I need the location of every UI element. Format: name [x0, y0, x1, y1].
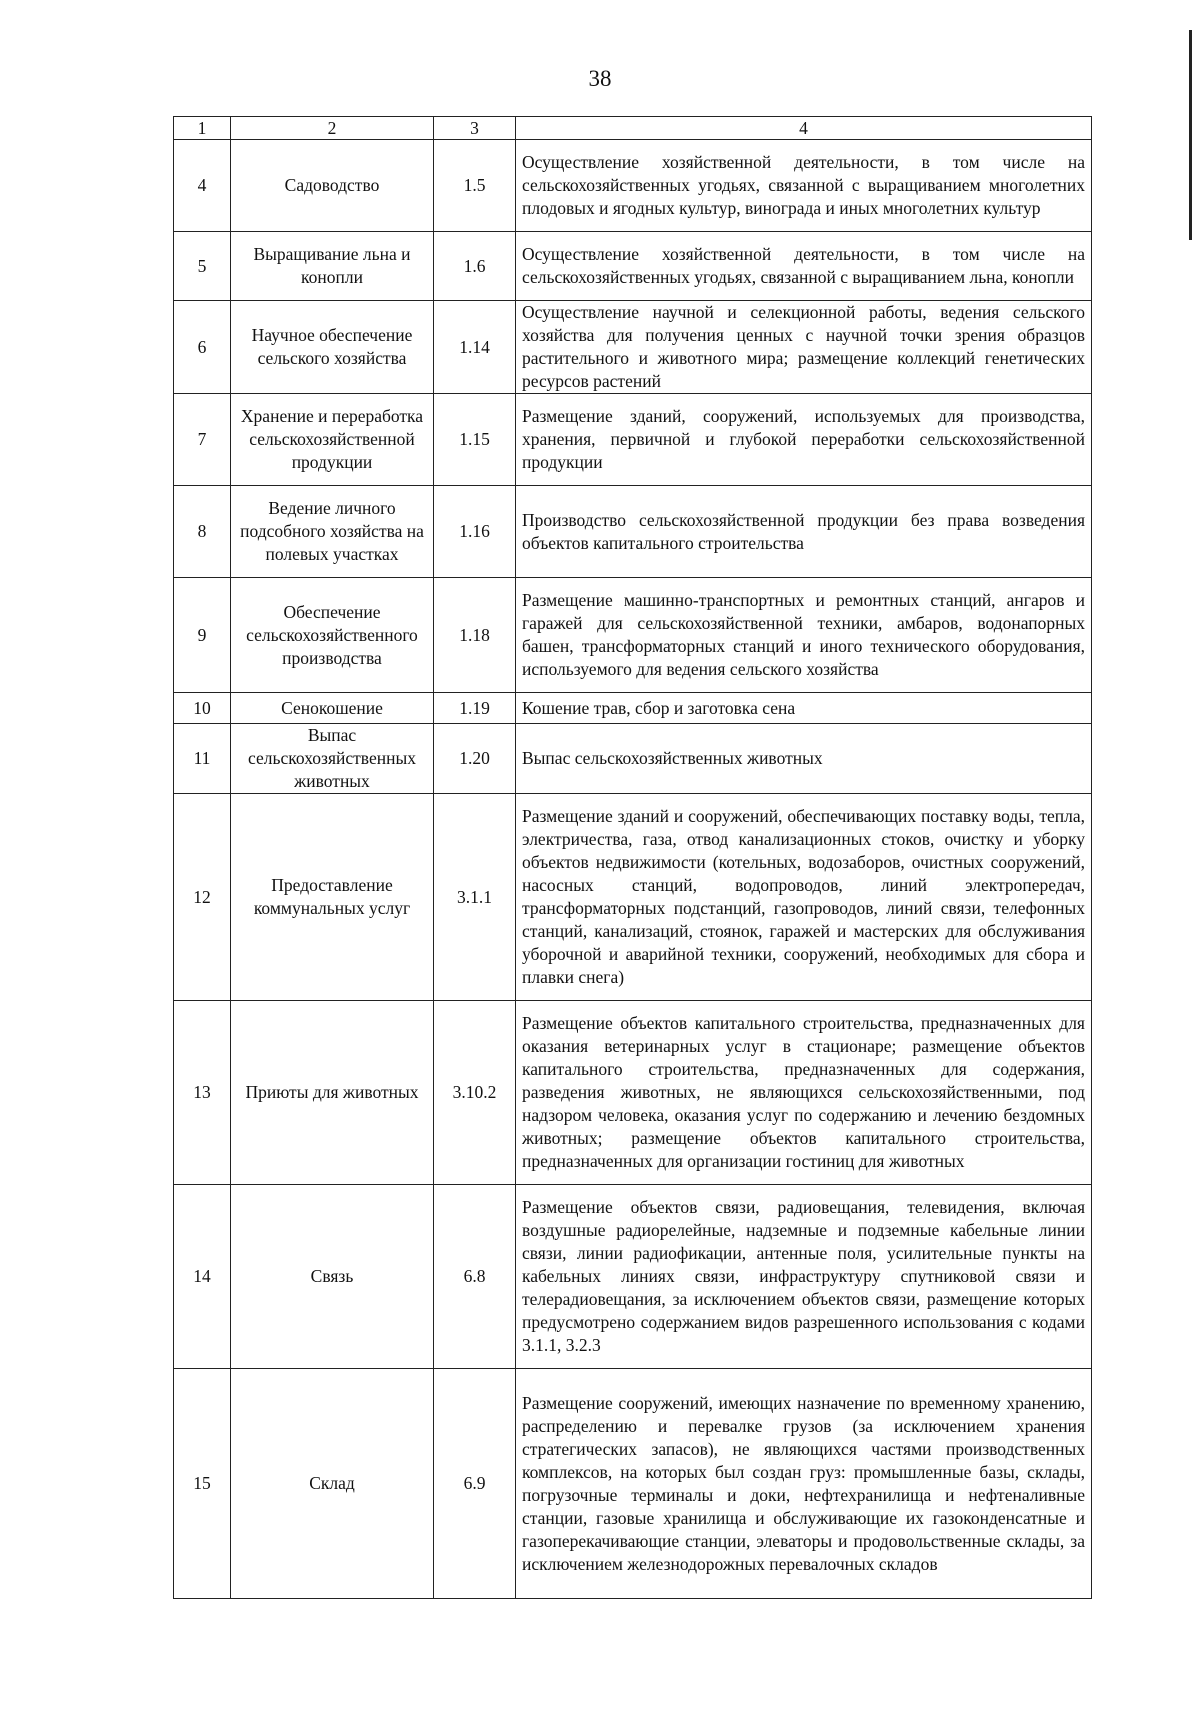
row-name: Предоставление коммунальных услуг: [231, 794, 434, 1001]
row-number: 6: [174, 301, 231, 394]
row-description: Выпас сельскохозяйственных животных: [516, 724, 1092, 794]
row-number: 13: [174, 1001, 231, 1185]
row-description: Размещение зданий и сооружений, обеспечивающих поставку воды, тепла, электричества, газа, отвод канализационных стоков, очистку и уборку объектов недвижимости (котельных, водозаборов, очистных сооружений, насосных станций, водопроводов, линий электропередач, трансформаторных подстанций, газопроводов, линий связи, телефонных станций, канализаций, стоянок, гаражей и мастерских для обслуживания уборочной и аварийной техники, сооружений, необходимых для сбора и плавки снега): [516, 794, 1092, 1001]
row-description: Осуществление хозяйственной деятельности, в том числе на сельскохозяйственных угодьях, связанной с выращиванием льна, конопли: [516, 232, 1092, 301]
row-name: Склад: [231, 1369, 434, 1599]
row-number: 15: [174, 1369, 231, 1599]
table-header-row: [174, 117, 1092, 140]
table-row: [174, 724, 1092, 794]
row-name: Научное обеспечение сельского хозяйства: [231, 301, 434, 394]
row-description: Осуществление научной и селекционной работы, ведения сельского хозяйства для получения ценных с научной точки зрения образцов растительного и животного мира; размещение коллекций генетических ресурсов растений: [516, 301, 1092, 394]
row-code: 1.18: [434, 578, 516, 693]
row-description: Производство сельскохозяйственной продукции без права возведения объектов капитального строительства: [516, 486, 1092, 578]
row-code: 1.16: [434, 486, 516, 578]
row-code: 6.8: [434, 1185, 516, 1369]
row-code: 3.10.2: [434, 1001, 516, 1185]
row-name: Связь: [231, 1185, 434, 1369]
header-cell-4: 4: [516, 117, 1092, 140]
row-name: Обеспечение сельскохозяйственного производства: [231, 578, 434, 693]
table-row: [174, 486, 1092, 578]
row-number: 12: [174, 794, 231, 1001]
row-code: 1.15: [434, 394, 516, 486]
row-code: 3.1.1: [434, 794, 516, 1001]
row-code: 1.20: [434, 724, 516, 794]
header-cell-3: 3: [434, 117, 516, 140]
row-description: Размещение машинно-транспортных и ремонтных станций, ангаров и гаражей для сельскохозяйственной техники, амбаров, водонапорных башен, трансформаторных станций и иного технического оборудования, используемого для ведения сельского хозяйства: [516, 578, 1092, 693]
row-code: 1.6: [434, 232, 516, 301]
row-number: 14: [174, 1185, 231, 1369]
row-number: 9: [174, 578, 231, 693]
table-row: [174, 693, 1092, 724]
table-row: [174, 301, 1092, 394]
table-row: [174, 140, 1092, 232]
row-number: 5: [174, 232, 231, 301]
row-number: 8: [174, 486, 231, 578]
table-row: [174, 394, 1092, 486]
scan-edge-mark: [1189, 30, 1192, 240]
table-row: [174, 1185, 1092, 1369]
row-number: 10: [174, 693, 231, 724]
row-code: 1.5: [434, 140, 516, 232]
row-name: Садоводство: [231, 140, 434, 232]
land-use-table: [173, 116, 1092, 1599]
header-cell-2: 2: [231, 117, 434, 140]
row-description: Размещение сооружений, имеющих назначение по временному хранению, распределению и перевалке грузов (за исключением хранения стратегических запасов), не являющихся частями производственных комплексов, на которых был создан груз: промышленные базы, склады, погрузочные терминалы и доки, нефтехранилища и нефтеналивные станции, газовые хранилища и обслуживающие их газоконденсатные и газоперекачивающие станции, элеваторы и продовольственные склады, за исключением железнодорожных перевалочных складов: [516, 1369, 1092, 1599]
row-description: Осуществление хозяйственной деятельности, в том числе на сельскохозяйственных угодьях, связанной с выращиванием многолетних плодовых и ягодных культур, винограда и иных многолетних культур: [516, 140, 1092, 232]
row-name: Ведение личного подсобного хозяйства на полевых участках: [231, 486, 434, 578]
header-cell-1: 1: [174, 117, 231, 140]
table-row: [174, 578, 1092, 693]
row-name: Приюты для животных: [231, 1001, 434, 1185]
row-number: 7: [174, 394, 231, 486]
row-code: 1.19: [434, 693, 516, 724]
row-description: Размещение объектов связи, радиовещания, телевидения, включая воздушные радиорелейные, надземные и подземные кабельные линии связи, линии радиофикации, антенные поля, усилительные пункты на кабельных линиях связи, инфраструктуру спутниковой связи и телерадиовещания, за исключением объектов связи, размещение которых предусмотрено содержанием видов разрешенного использования с кодами 3.1.1, 3.2.3: [516, 1185, 1092, 1369]
row-number: 11: [174, 724, 231, 794]
row-code: 6.9: [434, 1369, 516, 1599]
row-name: Выпас сельскохозяйственных животных: [231, 724, 434, 794]
row-name: Выращивание льна и конопли: [231, 232, 434, 301]
row-name: Сенокошение: [231, 693, 434, 724]
row-code: 1.14: [434, 301, 516, 394]
row-name: Хранение и переработка сельскохозяйственной продукции: [231, 394, 434, 486]
row-description: Кошение трав, сбор и заготовка сена: [516, 693, 1092, 724]
row-description: Размещение объектов капитального строительства, предназначенных для оказания ветеринарных услуг в стационаре; размещение объектов капитального строительства, предназначенных для содержания, разведения животных, не являющихся сельскохозяйственными, под надзором человека, оказания услуг по содержанию и лечению бездомных животных; размещение объектов капитального строительства, предназначенных для организации гостиниц для животных: [516, 1001, 1092, 1185]
page-number: 38: [588, 66, 612, 91]
table-row: [174, 1001, 1092, 1185]
table-row: [174, 232, 1092, 301]
table-row: [174, 1369, 1092, 1599]
row-description: Размещение зданий, сооружений, используемых для производства, хранения, первичной и глубокой переработки сельскохозяйственной продукции: [516, 394, 1092, 486]
row-number: 4: [174, 140, 231, 232]
table-row: [174, 794, 1092, 1001]
